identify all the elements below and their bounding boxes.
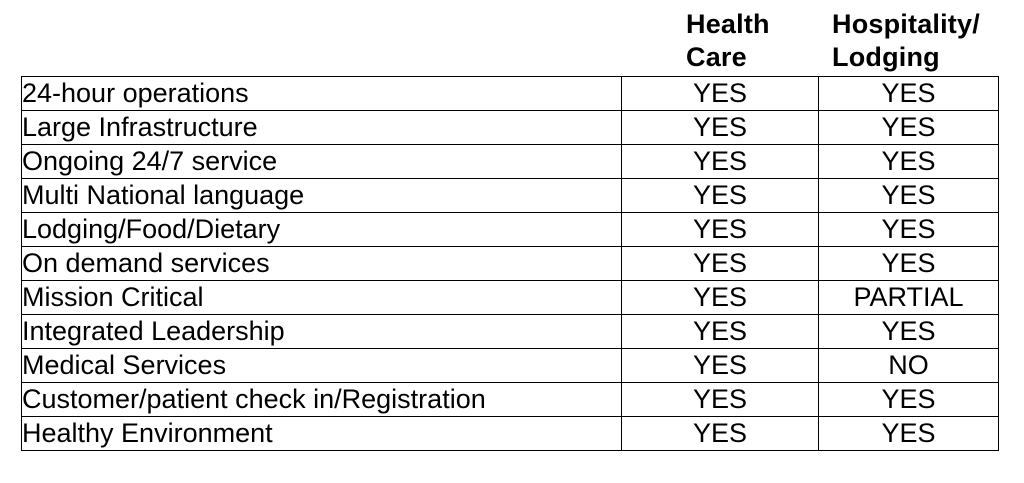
hospitality-cell: YES bbox=[819, 315, 999, 349]
table-row bbox=[22, 77, 999, 111]
table-row bbox=[22, 179, 999, 213]
table-row bbox=[22, 417, 999, 451]
table-row bbox=[22, 383, 999, 417]
comparison-table bbox=[21, 76, 999, 451]
health-care-cell: YES bbox=[622, 213, 819, 247]
health-care-cell: YES bbox=[622, 383, 819, 417]
table-row bbox=[22, 349, 999, 383]
hospitality-cell: YES bbox=[819, 383, 999, 417]
health-care-cell: YES bbox=[622, 315, 819, 349]
health-care-cell: YES bbox=[622, 179, 819, 213]
feature-cell: Medical Services bbox=[22, 349, 622, 383]
hospitality-cell: YES bbox=[819, 213, 999, 247]
hospitality-cell: NO bbox=[819, 349, 999, 383]
table-row bbox=[22, 247, 999, 281]
hospitality-cell: YES bbox=[819, 111, 999, 145]
feature-cell: 24-hour operations bbox=[22, 77, 622, 111]
health-care-cell: YES bbox=[622, 247, 819, 281]
health-care-cell: YES bbox=[622, 77, 819, 111]
health-care-cell: YES bbox=[622, 281, 819, 315]
table-row bbox=[22, 111, 999, 145]
feature-cell: Ongoing 24/7 service bbox=[22, 145, 622, 179]
health-care-cell: YES bbox=[622, 417, 819, 451]
hospitality-cell: PARTIAL bbox=[819, 281, 999, 315]
table-row bbox=[22, 315, 999, 349]
hospitality-cell: YES bbox=[819, 417, 999, 451]
hospitality-cell: YES bbox=[819, 179, 999, 213]
column-header-health-care-line-1: Health bbox=[686, 9, 770, 39]
feature-cell: Healthy Environment bbox=[22, 417, 622, 451]
comparison-table-body bbox=[22, 77, 999, 451]
feature-cell: Multi National language bbox=[22, 179, 622, 213]
hospitality-cell: YES bbox=[819, 145, 999, 179]
hospitality-cell: YES bbox=[819, 247, 999, 281]
feature-cell: Lodging/Food/Dietary bbox=[22, 213, 622, 247]
feature-cell: Customer/patient check in/Registration bbox=[22, 383, 622, 417]
column-header-hospitality-line-2: Lodging bbox=[832, 42, 940, 72]
health-care-cell: YES bbox=[622, 349, 819, 383]
feature-cell: On demand services bbox=[22, 247, 622, 281]
health-care-cell: YES bbox=[622, 145, 819, 179]
feature-cell: Integrated Leadership bbox=[22, 315, 622, 349]
feature-cell: Large Infrastructure bbox=[22, 111, 622, 145]
table-row bbox=[22, 213, 999, 247]
feature-cell: Mission Critical bbox=[22, 281, 622, 315]
column-header-hospitality-line-1: Hospitality/ bbox=[832, 9, 980, 39]
table-row bbox=[22, 145, 999, 179]
table-row bbox=[22, 281, 999, 315]
column-header-hospitality-lodging bbox=[832, 8, 980, 74]
hospitality-cell: YES bbox=[819, 77, 999, 111]
column-header-health-care-line-2: Care bbox=[686, 42, 747, 72]
column-header-health-care bbox=[686, 8, 770, 74]
health-care-cell: YES bbox=[622, 111, 819, 145]
